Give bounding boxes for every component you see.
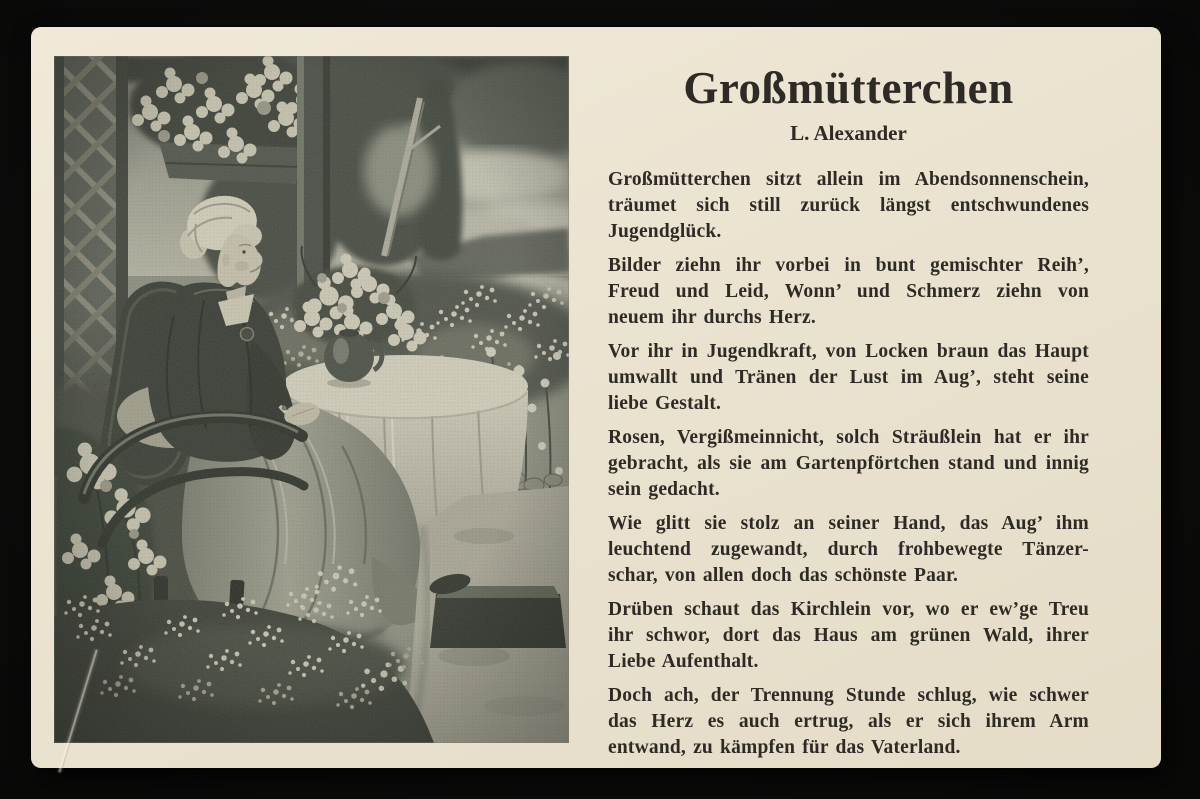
- poem-line: Liebe Aufenthalt.: [608, 651, 759, 673]
- poem-line: Wie glitt sie stolz an seiner Hand, das Aug’ ihm: [608, 513, 1089, 535]
- poem-stanza: [608, 683, 1089, 761]
- poem-line: Doch ach, der Trennung Stunde schlug, wie schwer: [608, 685, 1089, 707]
- poem-line: Großmütterchen sitzt allein im Abendsonnenschein,: [608, 169, 1089, 191]
- poem-title: Großmütterchen: [683, 63, 1014, 113]
- poem-line: neuem ihr durchs Herz.: [608, 307, 816, 329]
- print-texture: [54, 56, 569, 743]
- poem-column: [608, 63, 1089, 769]
- poem-stanza: [608, 425, 1089, 503]
- poem-stanza: [608, 511, 1089, 589]
- poem-line: Freud und Leid, Wonn’ und Schmerz ziehn von: [608, 281, 1089, 303]
- poem-line: Vor ihr in Jugendkraft, von Locken braun das Haupt: [608, 341, 1089, 363]
- poem-stanza: [608, 339, 1089, 417]
- poem-stanza: [608, 167, 1089, 245]
- grandmother-garden-illustration: [54, 56, 569, 743]
- poem-line: träumet sich still zurück längst entschwundenes: [608, 195, 1089, 217]
- poem-line: leuchtend zugewandt, durch frohbewegte Tänzer-: [608, 539, 1089, 561]
- poem-line: Bilder ziehn ihr vorbei in bunt gemischter Reih’,: [608, 255, 1089, 277]
- poem-line: entwand, zu kämpfen für das Vaterland.: [608, 737, 961, 759]
- poem-author: L. Alexander: [790, 121, 907, 146]
- poem-line: schar, von allen doch das schönste Paar.: [608, 565, 959, 587]
- poem-line: Jugendglück.: [608, 221, 722, 243]
- poem-line: ihr schwor, dort das Haus am grünen Wald, ihrer: [608, 625, 1089, 647]
- poem-line: umwallt und Tränen der Lust im Aug’, steht seine: [608, 367, 1089, 389]
- poem-line: liebe Gestalt.: [608, 393, 722, 415]
- postcard: [31, 27, 1161, 768]
- poem-stanzas: [608, 167, 1089, 761]
- poem-line: gebracht, als sie am Gartenpförtchen stand und innig: [608, 453, 1089, 475]
- poem-stanza: [608, 253, 1089, 331]
- poem-stanza: [608, 597, 1089, 675]
- poem-line: das Herz es auch ertrug, als er sich ihrem Arm: [608, 711, 1089, 733]
- poem-line: sein gedacht.: [608, 479, 720, 501]
- poem-line: Rosen, Vergißmeinnicht, solch Sträußlein hat er ihr: [608, 427, 1089, 449]
- poem-line: Drüben schaut das Kirchlein vor, wo er ew’ge Treu: [608, 599, 1089, 621]
